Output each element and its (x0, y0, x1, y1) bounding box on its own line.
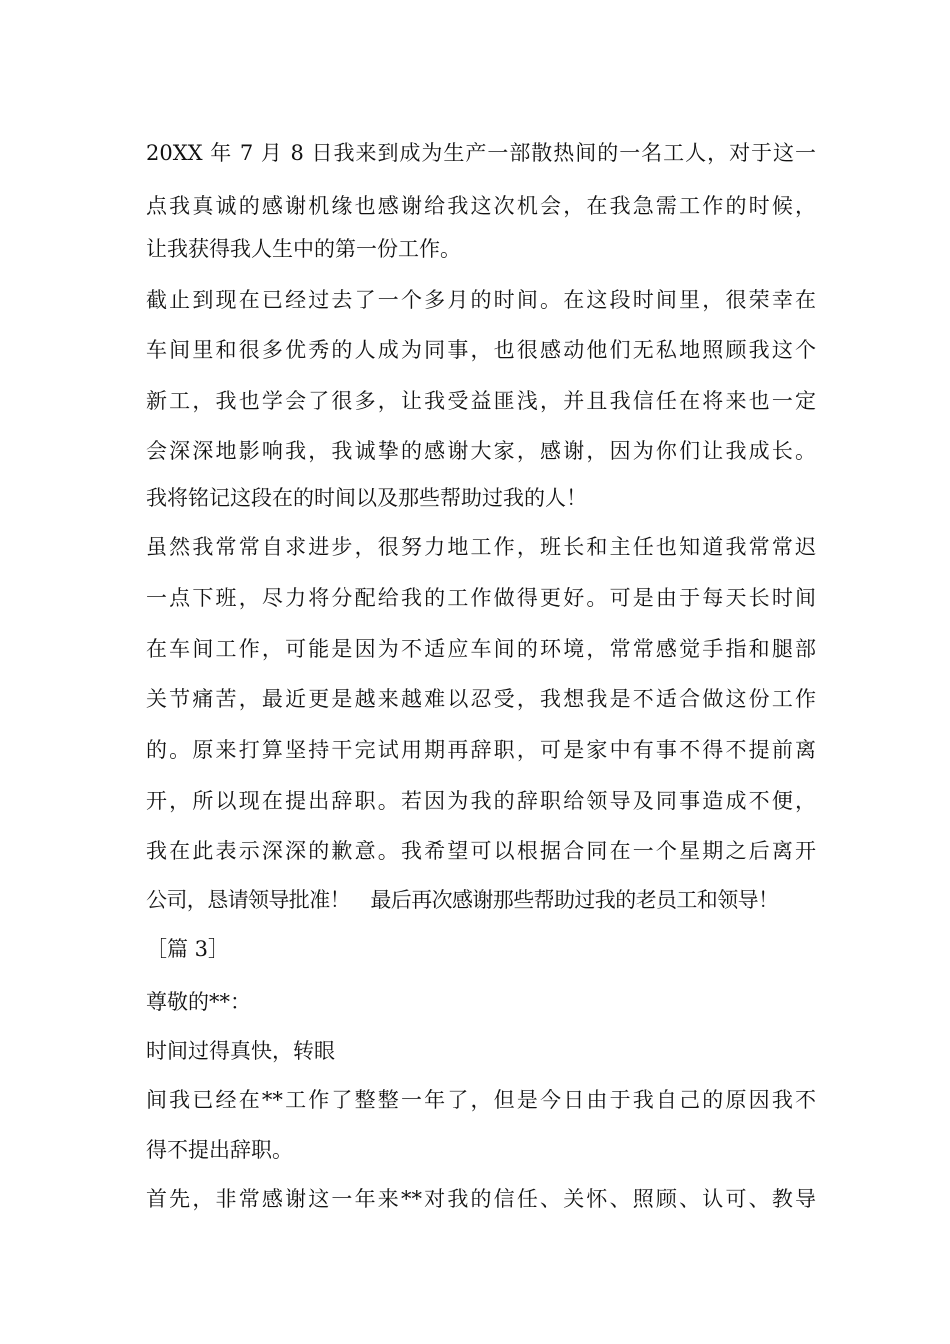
text-line: 我将铭记这段在的时间以及那些帮助过我的人！ (146, 486, 587, 510)
text-line: 在车间工作，可能是因为不适应车间的环境，常常感觉手指和腿部 (146, 637, 816, 661)
text-line: 截止到现在已经过去了一个多月的时间。在这段时间里，很荣幸在 (146, 288, 816, 312)
text-line: 会深深地影响我，我诚挚的感谢大家，感谢，因为你们让我成长。 (146, 439, 816, 463)
text-line: 首先，非常感谢这一年来**对我的信任、关怀、照顾、认可、教导 (146, 1187, 816, 1211)
text-line: 公司，恳请领导批准！ 最后再次感谢那些帮助过我的老员工和领导！ (146, 888, 779, 912)
text-line: 一点下班，尽力将分配给我的工作做得更好。可是由于每天长时间 (146, 586, 816, 610)
text-line: 虽然我常常自求进步，很努力地工作，班长和主任也知道我常常迟 (146, 535, 816, 559)
text-line: 时间过得真快，转眼 (146, 1039, 335, 1063)
text-line: 让我获得我人生中的第一份工作。 (146, 237, 461, 261)
text-line: 开，所以现在提出辞职。若因为我的辞职给领导及同事造成不便， (146, 789, 816, 813)
section-heading: ［篇 3］ (146, 937, 230, 961)
text-line: 关节痛苦，最近更是越来越难以忍受，我想我是不适合做这份工作 (146, 687, 816, 711)
text-line: 新工，我也学会了很多，让我受益匪浅，并且我信任在将来也一定 (146, 389, 816, 413)
text-line: 车间里和很多优秀的人成为同事，也很感动他们无私地照顾我这个 (146, 338, 816, 362)
text-line: 得不提出辞职。 (146, 1138, 293, 1162)
text-line: 的。原来打算坚持干完试用期再辞职，可是家中有事不得不提前离 (146, 738, 816, 762)
text-line: 间我已经在**工作了整整一年了，但是今日由于我自己的原因我不 (146, 1088, 816, 1112)
text-line: 20XX 年 7 月 8 日我来到成为生产一部散热间的一名工人，对于这一 (146, 141, 816, 165)
text-line: 点我真诚的感谢机缘也感谢给我这次机会，在我急需工作的时候， (146, 194, 816, 218)
salutation: 尊敬的**： (146, 990, 251, 1014)
text-line: 我在此表示深深的歉意。我希望可以根据合同在一个星期之后离开 (146, 839, 816, 863)
